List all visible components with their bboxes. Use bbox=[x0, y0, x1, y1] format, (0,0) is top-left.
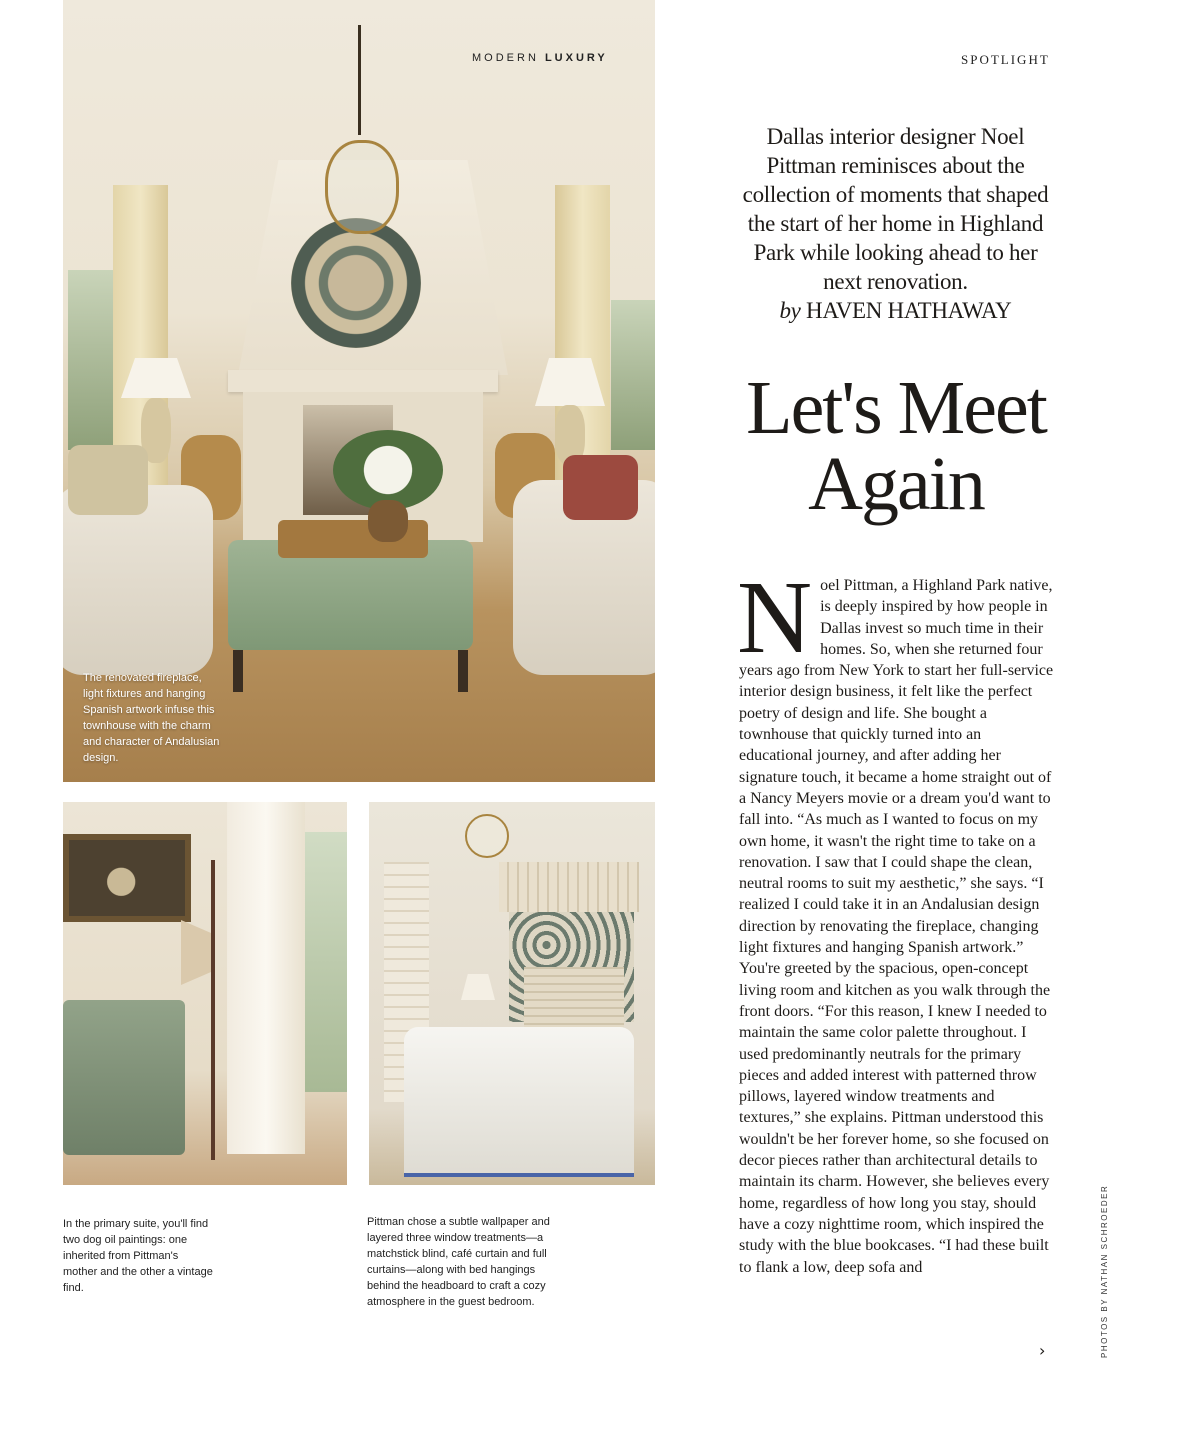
flower-arrangement bbox=[333, 430, 443, 510]
byline-prefix: by bbox=[779, 298, 801, 323]
guest-bed bbox=[404, 1027, 634, 1177]
fireplace-mantel bbox=[228, 370, 498, 392]
article-body bbox=[737, 560, 1057, 1278]
drop-cap: N bbox=[737, 560, 813, 675]
bedside-lamp bbox=[461, 974, 495, 1000]
suite-window bbox=[301, 832, 347, 1092]
pillow-left bbox=[68, 445, 148, 515]
section-label: SPOTLIGHT bbox=[961, 52, 1050, 67]
masthead-logo bbox=[472, 52, 608, 64]
caption-living-room: The renovated fireplace, light fixtures and hanging Spanish artwork infuse this townhouse with the charm and character of Andalusian design. bbox=[83, 672, 220, 764]
window-right bbox=[611, 300, 655, 450]
photo-credit: PHOTOS BY NATHAN SCHROEDER bbox=[1100, 1184, 1109, 1358]
ottoman-leg bbox=[458, 650, 468, 692]
vase bbox=[368, 500, 408, 542]
article-dek bbox=[733, 122, 1058, 325]
suite-curtain bbox=[227, 802, 305, 1154]
dek-text: Dallas interior designer Noel Pittman reminisces about the collection of moments that shaped the start of her home in Highland Park while looking ahead to her next renovation. bbox=[742, 124, 1049, 294]
bed-canopy bbox=[499, 862, 639, 912]
pillow-right bbox=[563, 455, 638, 520]
byline-name: HAVEN HATHAWAY bbox=[806, 298, 1012, 323]
pendant-light bbox=[465, 814, 509, 858]
caption-primary-suite: In the primary suite, you'll find two dog oil paintings: one inherited from Pittman's mother and the other a vintage find. bbox=[63, 1218, 213, 1294]
floor-lamp-shade bbox=[181, 920, 211, 985]
dog-oil-painting bbox=[69, 840, 185, 916]
ottoman-leg bbox=[233, 650, 243, 692]
spanish-plate-artwork bbox=[291, 218, 421, 348]
guest-bedroom-photo bbox=[369, 802, 655, 1185]
body-text: oel Pittman, a Highland Park native, is deeply inspired by how people in Dallas invest so much time in their homes. So, when she returned four years ago from New York to start her full-service interior design business, it felt like the perfect poetry of design and life. She bought a townhouse that quickly turned into an educational journey, and after adding her signature touch, it became a home straight out of a Nancy Meyers movie or a dream you'd want to fall into. “As much as I wanted to focus on my own home, it wasn't the right time to take on a renovation. I saw that I could shape the clean, neutral rooms to suit my aesthetic,” she says. “I realized I could take it in an Andalusian design direction by renovating the fireplace, changing light fixtures and hanging Spanish artwork.” You're greeted by the spacious, open-concept living room and kitchen as you walk through the front doors. “For this reason, I knew I needed to maintain the same color palette throughout. I used predominantly neutrals for the primary pieces and added interest with patterned throw pillows, layered window treatments and textures,” she explains. Pittman understood this wouldn't be her forever home, so she focused on decor pieces rather than architectural details to maintain its charm. However, she believes every home, regardless of how long you stay, should have a cozy nighttime room, which inspired the study with the blue bookcases. “I had these built to flank a low, deep sofa and bbox=[739, 577, 1054, 1276]
article-headline: Let's Meet Again bbox=[746, 366, 1046, 526]
living-room-photo bbox=[63, 0, 655, 782]
floor-lamp-pole bbox=[211, 860, 215, 1160]
caption-guest-bedroom: Pittman chose a subtle wallpaper and layered three window treatments—a matchstick blind, café curtain and full curtains—along with bed hangings behind the headboard to craft a cozy atmosphere in the guest bedroom. bbox=[367, 1216, 550, 1308]
byline bbox=[733, 296, 1058, 325]
masthead-light: MODERN bbox=[472, 52, 539, 64]
chandelier-chain bbox=[358, 25, 361, 135]
lantern-chandelier bbox=[325, 140, 399, 234]
painted-dresser bbox=[63, 1000, 185, 1155]
primary-suite-photo bbox=[63, 802, 347, 1185]
masthead-bold: LUXURY bbox=[544, 52, 608, 64]
continue-arrow-icon: › bbox=[1039, 1341, 1046, 1360]
